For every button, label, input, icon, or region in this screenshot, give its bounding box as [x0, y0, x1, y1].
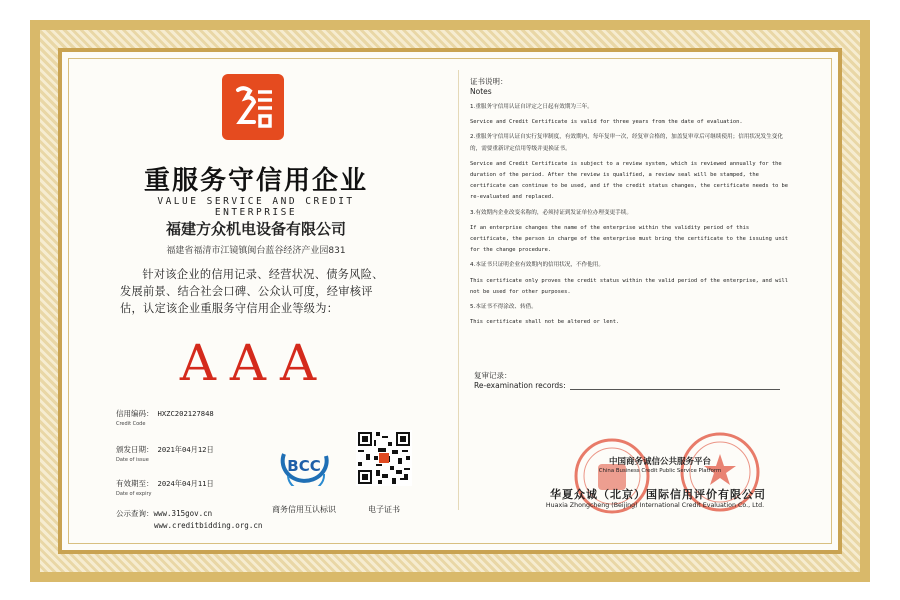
note-5-en: This certificate shall not be altered or lent.: [470, 319, 620, 326]
note-4-cn: 4.本证书只证明企业有效期内的信用状况，不作他用。: [470, 262, 604, 269]
certification-statement: 针对该企业的信用记录、经营状况、债务风险、发展前景、结合社会口碑、公众认可度，经审核评估，认定该企业重服务守信用企业等级为：: [120, 268, 384, 315]
bcc-mark-label: 商务信用互认标识: [272, 505, 336, 514]
bcc-text: BCC: [287, 457, 321, 475]
credit-code-block: [116, 408, 214, 427]
note-2-en: Service and Credit Certificate is subject to a review system, which is reviewed annually for the duration of the period. After the review is qualified, a review seal will be stamped, the certificate can continue to be used, and if the credit status changes, the certificate needs to be re-evaluated and replaced.: [470, 160, 789, 201]
certificate-title: 重服务守信用企业: [143, 166, 368, 196]
credit-code-label: 信用编码：: [116, 409, 154, 418]
platform-name-en: China Business Credit Public Service Platform: [598, 468, 722, 474]
note-1-cn: 1.重服务守信用认证自评定之日起有效期为三年。: [470, 104, 593, 110]
reexam-line: [570, 389, 780, 390]
expiry-date-label: 有效期至：: [116, 479, 154, 488]
expiry-date-block: [116, 478, 214, 497]
expiry-date-label-en: Date of expiry: [116, 491, 152, 497]
reexam-label: 复审记录：: [474, 371, 512, 380]
issue-date-block: [116, 444, 214, 463]
certificate-notes: [470, 76, 790, 332]
note-2-cn: 2.重服务守信用认证自实行复审制度，有效期内，每年复审一次，经复审合格的，加盖复审章后可继续使用；信用状况发生变化的，需要重新评定信用等级并更换证书。: [470, 134, 783, 152]
qr-code-label: 电子证书: [368, 505, 400, 514]
credit-logo-icon: [222, 74, 284, 140]
bcc-mark-icon: [274, 444, 334, 486]
notes-heading-en: Notes: [470, 87, 492, 96]
public-query-block: [116, 508, 262, 532]
certificate-title-en: VALUE SERVICE AND CREDIT ENTERPRISE: [157, 196, 355, 218]
query-site-2[interactable]: www.creditbidding.org.cn: [154, 521, 263, 530]
issue-date-label-en: Date of issue: [116, 457, 149, 463]
notes-heading: 证书说明：: [470, 77, 508, 86]
expiry-date-value: 2024年04月11日: [157, 479, 214, 488]
platform-name: 中国商务诚信公共服务平台: [608, 457, 711, 467]
company-address: 福建省福清市江镜镇闽台蓝谷经济产业园831: [166, 246, 346, 256]
issue-date-value: 2021年04月12日: [157, 445, 214, 454]
issue-date-label: 颁发日期：: [116, 445, 154, 454]
company-name: 福建方众机电设备有限公司: [165, 220, 346, 238]
issuer-name: 华夏众诚（北京）国际信用评价有限公司: [550, 488, 766, 501]
reexam-label-en: Re-examination records:: [474, 381, 566, 390]
credit-grade: AAA: [179, 334, 331, 392]
note-4-en: This certificate only proves the credit status within the valid period of the enterprise, and will not be used for other purposes.: [470, 277, 789, 295]
qr-code-icon[interactable]: [356, 430, 412, 486]
credit-code-label-en: Credit Code: [116, 421, 146, 427]
note-3-cn: 3.有效期内企业改变名称的，必须持证到发证单位办理变更手续。: [470, 209, 632, 216]
note-5-cn: 5.本证书不得涂改、转借。: [470, 304, 537, 311]
credit-code-value: HXZC202127848: [157, 409, 214, 418]
column-divider: [458, 70, 459, 510]
issuer-name-en: Huaxia Zhongcheng (Beijing) International Credit Evaluation Co., Ltd.: [545, 502, 765, 509]
note-3-en: If an enterprise changes the name of the enterprise within the validity period of this certificate, the person in charge of the enterprise must bring the certificate to the issuing unit for the change procedure.: [470, 224, 789, 254]
public-query-label: 公示查询：: [116, 509, 154, 518]
query-site-1[interactable]: www.315gov.cn: [153, 509, 213, 518]
note-1-en: Service and Credit Certificate is valid for three years from the date of evaluation.: [470, 119, 743, 126]
re-examination-records: [474, 370, 780, 390]
